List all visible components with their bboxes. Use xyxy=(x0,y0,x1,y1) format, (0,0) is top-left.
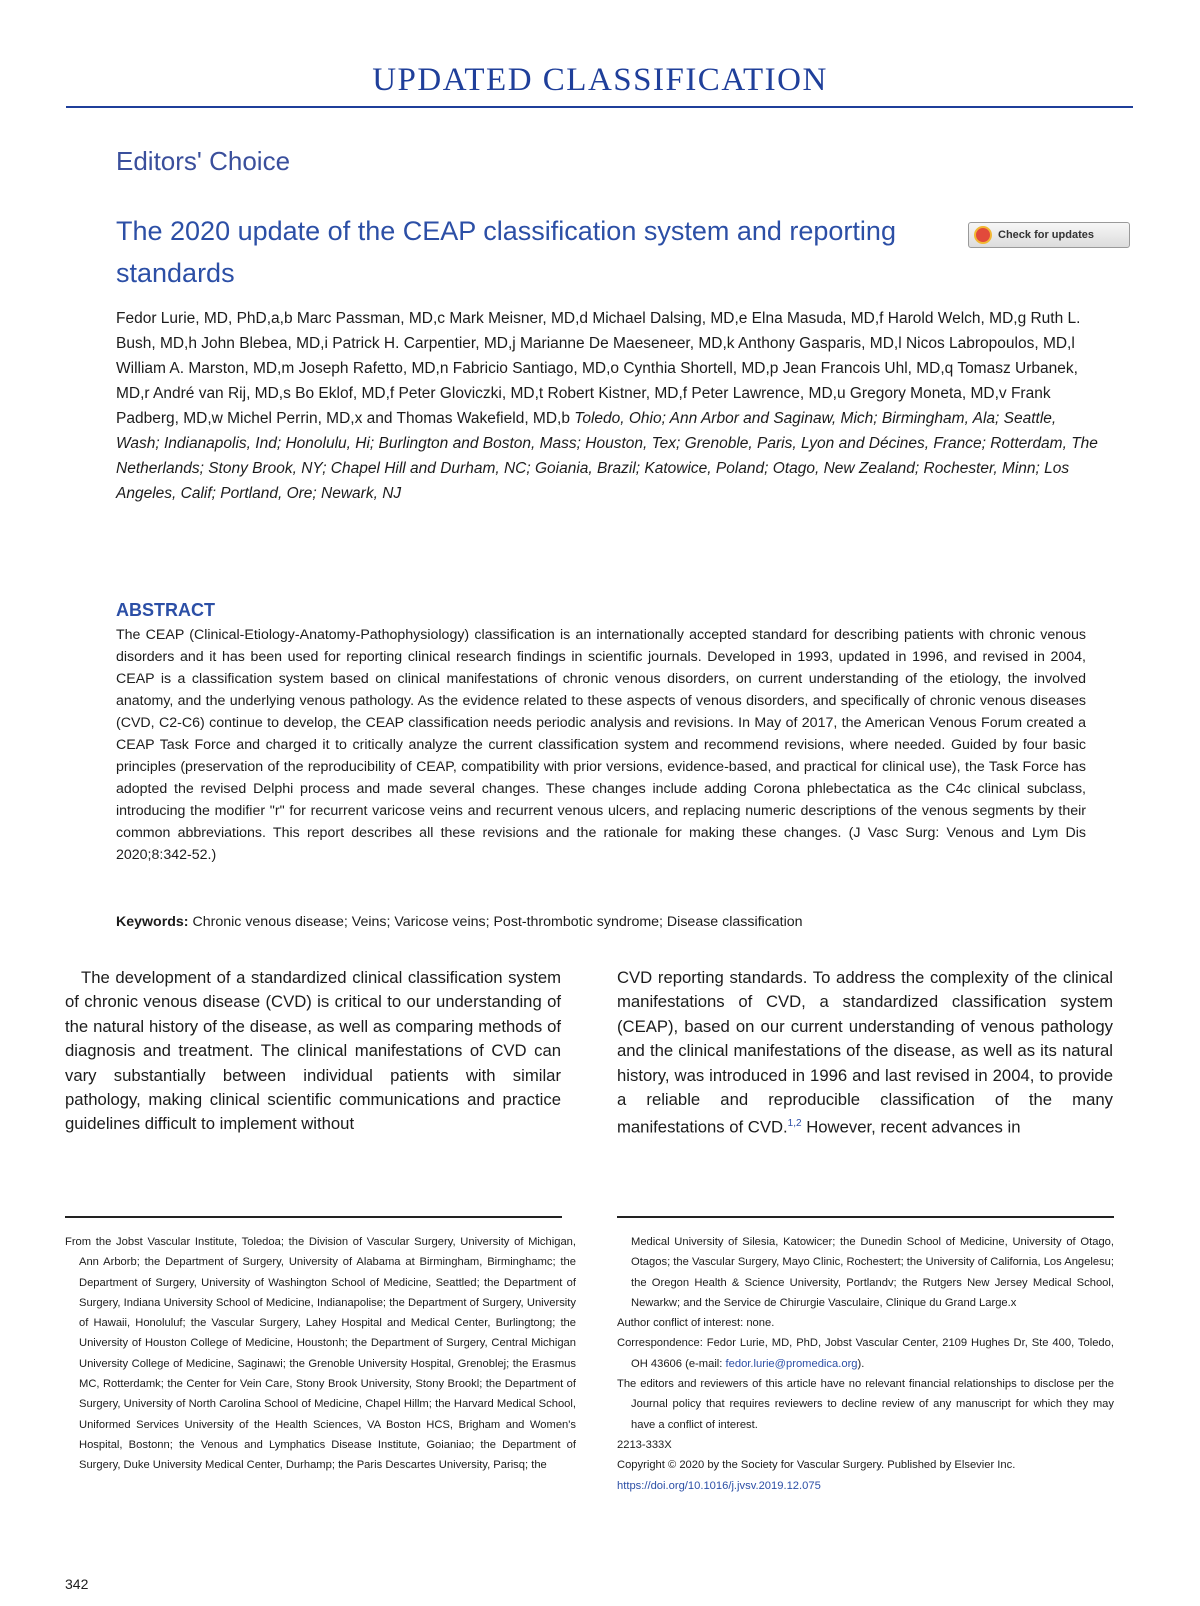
page-number: 342 xyxy=(65,1576,89,1592)
keywords xyxy=(116,914,1086,930)
footnote-divider-left xyxy=(65,1216,562,1218)
check-for-updates-label: Check for updates xyxy=(998,229,1094,241)
body-text-right-column xyxy=(617,966,1113,1140)
affiliations-footnote: From the Jobst Vascular Institute, Toledoa; the Division of Vascular Surgery, University of Michigan, Ann Arborb; the Department of Surgery, University of Alabama at Birmingham, Birminghamc; the Department of Surgery, University of Washington School of Medicine, Seattled; the Department of Surgery, Indiana University School of Medicine, Indianapolise; the Department of Surgery, University of Hawaii, Honoluluf; the Vascular Surgery, Lahey Hospital and Medical Center, Burlingtong; the University of Houston College of Medicine, Houstonh; the Department of Surgery, Central Michigan University College of Medicine, Saginawi; the Grenoble University Hospital, Grenoblej; the Erasmus MC, Rotterdamk; the Center for Vein Care, Stony Brook University, Stony Brookl; the Department of Surgery, University of North Carolina School of Medicine, Chapel Hillm; the Harvard Medical School, Uniformed Services University of the Health Sciences, VA Boston HCS, Brigham and Women's Hospital, Bostonn; the Venous and Lymphatics Disease Institute, Goianiao; the Department of Surgery, Duke University Medical Center, Durhamp; the Paris Descartes University, Parisq; the xyxy=(65,1236,576,1472)
author-list xyxy=(116,306,1101,506)
reference-link[interactable]: 1,2 xyxy=(787,1118,802,1130)
footnote-divider-right xyxy=(617,1216,1114,1218)
footnotes-right xyxy=(617,1232,1114,1496)
crossmark-icon xyxy=(974,226,992,244)
affiliation-places: Toledo, Ohio; Ann Arbor and Saginaw, Mich; Birmingham, Ala; Seattle, Wash; Indianapolis, Ind; Honolulu, Hi; Burlington and Boston, Mass; Houston, Tex; Grenoble, Paris, Lyon and Décines, France; Rotterdam, The Netherlands; Stony Brook, NY; Chapel Hill and Durham, NC; Goiania, Brazil; Katowice, Poland; Otago, New Zealand; Rochester, Minn; Los Angeles, Calif; Portland, Ore; Newark, NJ xyxy=(116,410,1098,502)
affiliations-footnote-continued: Medical University of Silesia, Katowicer; the Dunedin School of Medicine, University of Otago, Otagos; the Vascular Surgery, Mayo Clinic, Rochestert; the University of California, Los Angelesu; the Oregon Health & Science University, Portlandv; the Rutgers New Jersey Medical School, Newarkw; and the Service de Chirurgie Vasculaire, Clinique du Grand Large.x xyxy=(631,1236,1114,1309)
issn: 2213-333X xyxy=(617,1438,672,1451)
copyright: Copyright © 2020 by the Society for Vascular Surgery. Published by Elsevier Inc. xyxy=(617,1459,1016,1472)
keywords-label: Keywords: xyxy=(116,914,189,930)
correspondence xyxy=(617,1333,1114,1374)
body-text-left-column: The development of a standardized clinical classification system of chronic venous disease (CVD) is critical to our understanding of the natural history of the disease, as well as comparing methods of diagnosis and treatment. The clinical manifestations of CVD can vary substantially between individual patients with similar pathology, making clinical scientific communications and practice guidelines difficult to implement without xyxy=(65,968,561,1134)
check-for-updates-button[interactable] xyxy=(968,222,1130,248)
section-divider xyxy=(66,106,1133,108)
abstract-heading: ABSTRACT xyxy=(116,600,215,620)
correspondence-end: ). xyxy=(857,1357,865,1370)
conflict-of-interest: Author conflict of interest: none. xyxy=(617,1317,775,1330)
correspondence-text: Correspondence: Fedor Lurie, MD, PhD, Jobst Vascular Center, 2109 Hughes Dr, Ste 400, Toledo, OH 43606 (e-mail: xyxy=(617,1337,1114,1370)
email-link[interactable]: fedor.lurie@promedica.org xyxy=(725,1357,858,1370)
abstract-text: The CEAP (Clinical-Etiology-Anatomy-Pathophysiology) classification is an internationally accepted standard for describing patients with chronic venous disorders and it has been used for reporting clinical research findings in scientific journals. Developed in 1993, updated in 1996, and revised in 2004, CEAP is a classification system based on clinical manifestations of chronic venous disorders, on current understanding of the etiology, the involved anatomy, and the underlying venous pathology. As the evidence related to these aspects of venous disorders, and specifically of chronic venous diseases (CVD, C2-C6) continue to develop, the CEAP classification needs periodic analysis and revisions. In May of 2017, the American Venous Forum created a CEAP Task Force and charged it to critically analyze the current classification system and recommend revisions, where needed. Guided by four basic principles (preservation of the reproducibility of CEAP, compatibility with prior versions, evidence-based, and practical for clinical use), the Task Force has adopted the revised Delphi process and made several changes. These changes include adding Corona phlebectatica as the C4c clinical subclass, introducing the modifier "r" for recurrent varicose veins and recurrent venous ulcers, and replacing numeric descriptions of the venous segments by their common abbreviations. This report describes all these revisions and the rationale for making these changes. (J Vasc Surg: Venous and Lym Dis 2020;8:342-52.) xyxy=(116,627,1086,863)
author-names: Fedor Lurie, MD, PhD,a,b Marc Passman, MD,c Mark Meisner, MD,d Michael Dalsing, MD,e Elna Masuda, MD,f Harold Welch, MD,g Ruth L. Bush, MD,h John Blebea, MD,i Patrick H. Carpentier, MD,j Marianne De Maeseneer, MD,k Anthony Gasparis, MD,l Nicos Labropoulos, MD,l William A. Marston, MD,m Joseph Rafetto, MD,n Fabricio Santiago, MD,o Cynthia Shortell, MD,p Jean Francois Uhl, MD,q Tomasz Urbanek, MD,r André van Rij, MD,s Bo Eklof, MD,f Peter Gloviczki, MD,t Robert Kistner, MD,f Peter Lawrence, MD,u Gregory Moneta, MD,v Frank Padberg, MD,w Michel Perrin, MD,x and Thomas Wakefield, MD,b xyxy=(116,310,1081,427)
doi-link[interactable]: https://doi.org/10.1016/j.jvsv.2019.12.075 xyxy=(617,1479,821,1492)
body-text-right-a: CVD reporting standards. To address the complexity of the clinical manifestations of CVD, a standardized classification system (CEAP), based on our current understanding of venous pathology and the clinical manifestations of the disease, as well as its natural history, was introduced in 1996 and last revised in 2004, to provide a reliable and reproducible classification of the many manifestations of CVD. xyxy=(617,968,1113,1137)
keywords-list: Chronic venous disease; Veins; Varicose veins; Post-thrombotic syndrome; Disease classification xyxy=(192,914,803,930)
body-text-right-b: However, recent advances in xyxy=(801,1118,1021,1137)
section-title: UPDATED CLASSIFICATION xyxy=(372,62,828,98)
editors-note: The editors and reviewers of this article have no relevant financial relationships to disclose per the Journal policy that requires reviewers to decline review of any manuscript for which they may have a conflict of interest. xyxy=(617,1378,1114,1431)
editors-choice-label: Editors' Choice xyxy=(116,146,291,176)
article-title: The 2020 update of the CEAP classification system and reporting standards xyxy=(116,216,896,288)
